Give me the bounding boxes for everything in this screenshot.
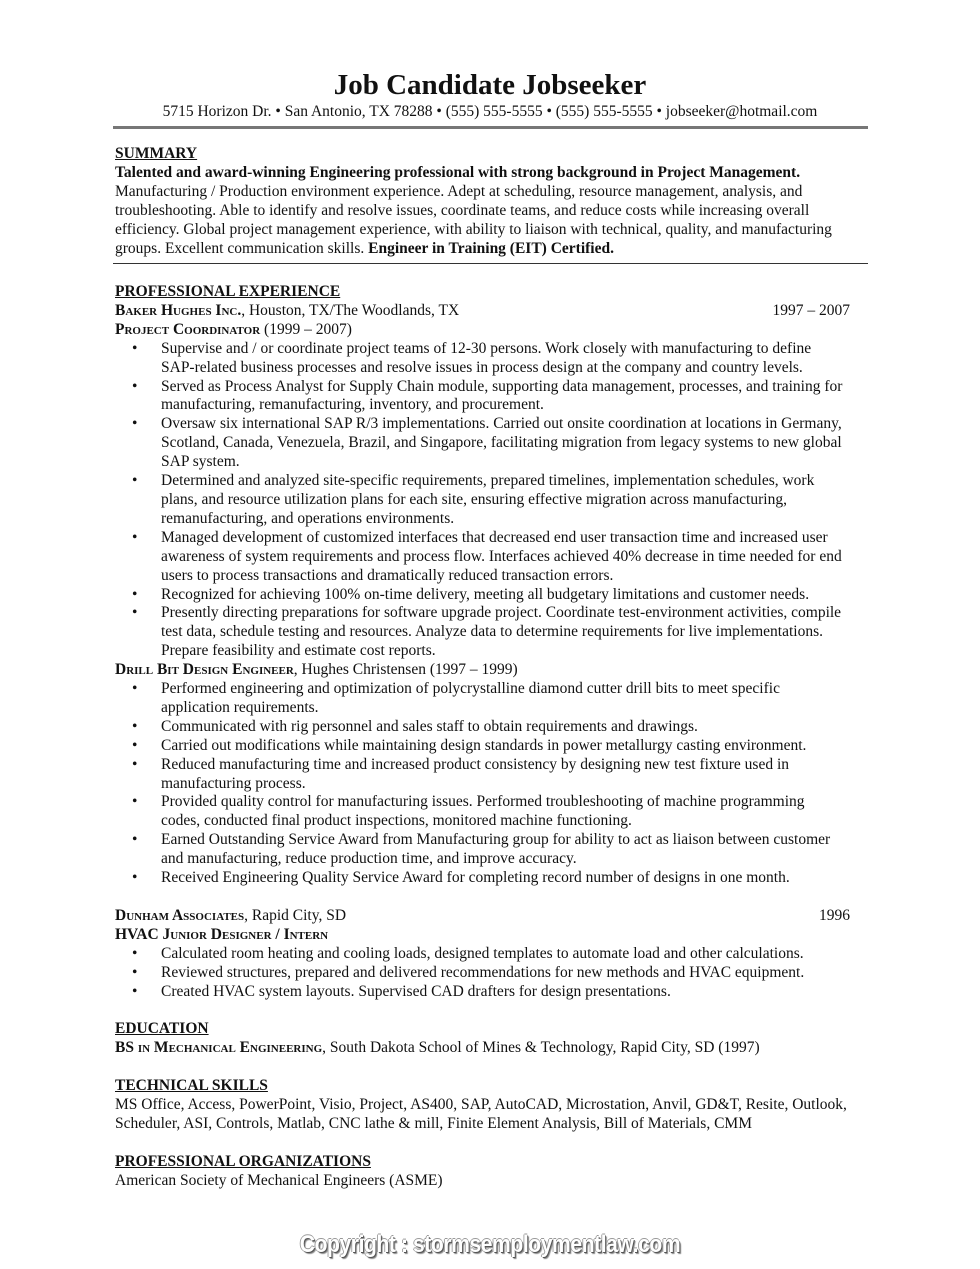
job-company-line <box>115 907 346 926</box>
bullet-item <box>115 529 867 586</box>
candidate-name: Job Candidate Jobseeker <box>333 69 647 101</box>
bullet-text: Served as Process Analyst for Supply Chain module, supporting data management, processes, and training for manufacturing, remanufacturing, inventory, and procurement. <box>161 377 843 414</box>
bullet-item <box>115 945 867 964</box>
role-title-line <box>115 926 867 945</box>
summary-divider <box>113 263 868 264</box>
bullet-icon: • <box>132 755 138 773</box>
bullet-text: Determined and analyzed site-specific requirements, prepared timelines, implementation schedules, work plans, and resource utilization plans for each site, ensuring effective migration across manufacturing, remanufacturing, and operations environments. <box>161 472 815 527</box>
experience-heading: PROFESSIONAL EXPERIENCE <box>115 283 341 300</box>
summary-body: Manufacturing / Production environment experience. Adept at scheduling, resource management, analysis, and troubleshooting. Able to identify and resolve issues, coordinate teams, and reduce costs while increasing overall efficiency. Global project management experience, with ability to liaison with technical, quality, and manufacturing groups. Excellent communication skills. <box>115 182 832 257</box>
bullet-icon: • <box>132 717 138 735</box>
bullet-list <box>115 680 867 888</box>
bullet-text: Provided quality control for manufacturing issues. Performed troubleshooting of machine programming codes, conducted final product inspections, monitored machine functioning. <box>161 793 805 830</box>
bullet-icon: • <box>132 736 138 754</box>
summary-lead: Talented and award-winning Engineering professional with strong background in Project Management. <box>115 163 801 181</box>
spacer <box>115 1001 867 1020</box>
bullet-icon: • <box>132 680 138 698</box>
bullet-item <box>115 831 867 869</box>
bullet-text: Received Engineering Quality Service Award for completing record number of designs in one month. <box>161 869 790 887</box>
bullet-item <box>115 983 867 1002</box>
job-header <box>115 907 867 926</box>
company-location: , Houston, TX/The Woodlands, TX <box>241 301 460 319</box>
skills-heading: TECHNICAL SKILLS <box>115 1077 268 1095</box>
bullet-item <box>115 604 867 661</box>
bullet-icon: • <box>132 377 138 395</box>
job-entry <box>115 302 867 888</box>
main-content <box>115 283 867 1190</box>
role-period: , Hughes Christensen (1997 – 1999) <box>293 661 518 679</box>
bullet-icon: • <box>132 528 138 546</box>
bullet-icon: • <box>132 585 138 603</box>
bullet-text: Calculated room heating and cooling loads, designed templates to automate load and other calculations. <box>161 944 804 962</box>
education-entry <box>115 1039 867 1058</box>
bullet-icon: • <box>132 793 138 811</box>
bullet-icon: • <box>132 472 138 490</box>
bullet-text: Supervise and / or coordinate project teams of 12-30 persons. Work closely with manufacturing to define SAP-related business processes and resolve issues in process design at the company and country levels. <box>161 339 812 376</box>
contact-line: 5715 Horizon Dr. • San Antonio, TX 78288 • (555) 555-5555 • (555) 555-5555 • jobseeker@hotmail.com <box>162 103 818 120</box>
degree: BS in Mechanical Engineering <box>115 1039 323 1057</box>
bullet-text: Earned Outstanding Service Award from Manufacturing group for ability to act as liaison between customer and manufacturing, reduce production time, and improve accuracy. <box>161 831 831 868</box>
bullet-icon: • <box>132 869 138 887</box>
spacer <box>115 1058 867 1077</box>
summary-section <box>115 145 867 258</box>
bullet-text: Oversaw six international SAP R/3 implementations. Carried out onsite coordination at locations in Germany, Scotland, Canada, Venezuela, Brazil, and Singapore, facilitating migration from legacy systems to new global SAP system. <box>161 415 842 471</box>
company-name: Dunham Associates <box>115 906 245 924</box>
education-detail: , South Dakota School of Mines & Technology, Rapid City, SD (1997) <box>322 1039 760 1057</box>
bullet-text: Performed engineering and optimization of polycrystalline diamond cutter drill bits to meet specific application requirements. <box>161 680 780 716</box>
bullet-item <box>115 718 867 737</box>
organizations-text: American Society of Mechanical Engineers (ASME) <box>115 1171 443 1189</box>
role-title-line <box>115 661 867 680</box>
bullet-item <box>115 415 867 472</box>
bullet-icon: • <box>132 944 138 962</box>
bullet-item <box>115 340 867 378</box>
bullet-text: Reviewed structures, prepared and delivered recommendations for new methods and HVAC equipment. <box>161 963 805 981</box>
summary-heading: SUMMARY <box>115 145 198 162</box>
spacer <box>115 888 867 907</box>
job-dates: 1997 – 2007 <box>772 301 850 319</box>
bullet-item <box>115 737 867 756</box>
bullet-icon: • <box>132 831 138 849</box>
job-entry <box>115 907 867 1002</box>
summary-cert: Engineer in Training (EIT) Certified. <box>368 239 614 257</box>
bullet-item <box>115 793 867 831</box>
header-divider <box>113 126 868 129</box>
role-title: HVAC Junior Designer / Intern <box>115 925 329 943</box>
bullet-text: Managed development of customized interfaces that decreased end user transaction time and increased user awareness of system requirements and process flow. Interfaces achieved 40% decrease in time needed for end users to process transactions and dramatically reduced transaction errors. <box>161 528 842 584</box>
bullet-item <box>115 680 867 718</box>
experience-list <box>115 302 867 1002</box>
bullet-item <box>115 869 867 888</box>
skills-text: MS Office, Access, PowerPoint, Visio, Project, AS400, SAP, AutoCAD, Microstation, Anvil, GD&T, Resite, Outlook, Scheduler, ASI, Controls, Matlab, CNC lathe & mill, Finite Element Analysis, Bill of Materials, CMM <box>115 1095 847 1132</box>
bullet-item <box>115 586 867 605</box>
bullet-text: Carried out modifications while maintaining design standards in power metallurgy casting environment. <box>161 736 807 754</box>
company-name: Baker Hughes Inc. <box>115 301 242 319</box>
bullet-icon: • <box>132 963 138 981</box>
bullet-list <box>115 945 867 1002</box>
spacer <box>115 1134 867 1153</box>
organizations-heading: PROFESSIONAL ORGANIZATIONS <box>115 1152 371 1170</box>
bullet-icon: • <box>132 339 138 357</box>
company-location: , Rapid City, SD <box>244 906 347 924</box>
bullet-icon: • <box>132 604 138 622</box>
bullet-text: Presently directing preparations for software upgrade project. Coordinate test-environment activities, compile test data, schedule testing and resources. Analyze data to determine requirements for live implementations. Prepare feasibility and estimate cost reports. <box>161 604 842 660</box>
role-title-line <box>115 321 867 340</box>
bullet-icon: • <box>132 415 138 433</box>
bullet-item <box>115 756 867 794</box>
bullet-item <box>115 964 867 983</box>
job-header <box>115 302 867 321</box>
bullet-icon: • <box>132 982 138 1000</box>
bullet-text: Recognized for achieving 100% on-time delivery, meeting all budgetary limitations and customer needs. <box>161 585 810 603</box>
bullet-item <box>115 378 867 416</box>
job-dates: 1996 <box>819 906 850 924</box>
bullet-text: Created HVAC system layouts. Supervised CAD drafters for design presentations. <box>161 982 671 1000</box>
bullet-text: Communicated with rig personnel and sales staff to obtain requirements and drawings. <box>161 717 698 735</box>
bullet-item <box>115 472 867 529</box>
bullet-list <box>115 340 867 661</box>
summary-text <box>115 164 867 259</box>
education-heading: EDUCATION <box>115 1020 209 1038</box>
role-title: Drill Bit Design Engineer <box>115 661 294 679</box>
bullet-text: Reduced manufacturing time and increased product consistency by designing new test fixture used in manufacturing process. <box>161 755 789 792</box>
role-period: (1999 – 2007) <box>260 320 352 338</box>
role-title: Project Coordinator <box>115 320 261 338</box>
job-company-line <box>115 302 459 321</box>
copyright-watermark: Copyright : stormsemploymentlaw.com <box>299 1231 681 1258</box>
